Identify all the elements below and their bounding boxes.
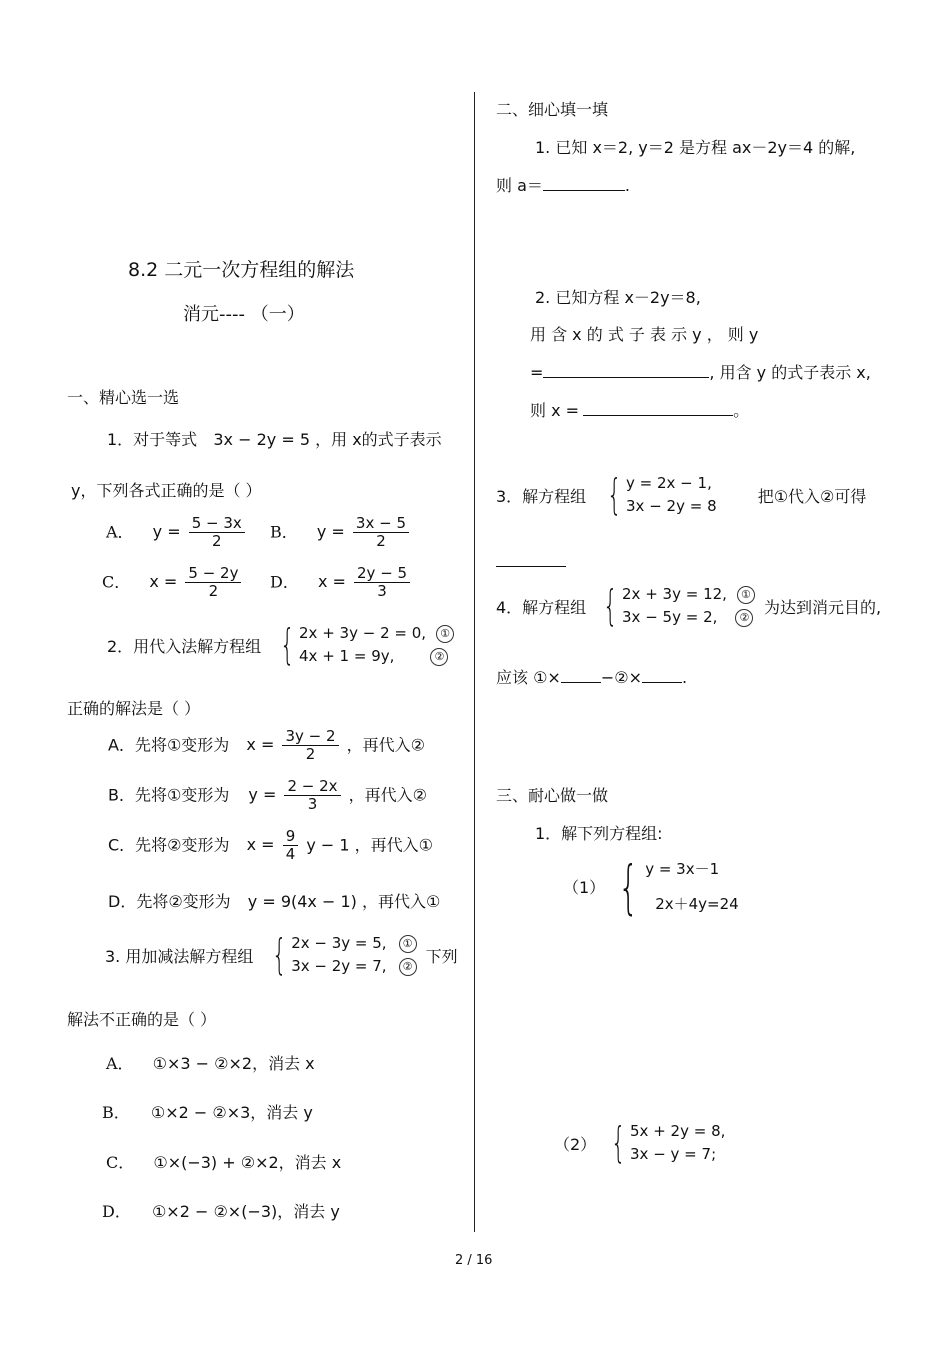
brace-icon: { — [618, 852, 639, 921]
fill-q3-stem: 3．解方程组 { y = 2x − 1, 3x − 2y = 8 把①代入②可得 — [496, 470, 867, 520]
fill-q2-line4: 则 x = 。 — [530, 401, 750, 420]
fill-q2-line3: = , 用含 y 的式子表示 x, — [530, 363, 871, 382]
solve-q1: 1．解下列方程组: — [535, 824, 663, 843]
solve-problem-2: （2） { 5x + 2y = 8, 3x − y = 7; — [554, 1118, 726, 1168]
q2-system: { 2x + 3y − 2 = 0, ① 4x + 1 = 9y, ② — [274, 622, 454, 669]
fraction: $\frac{3x - 5}{2}$ — [353, 515, 409, 551]
answer-blank-y[interactable] — [543, 363, 709, 378]
q3-option-c[interactable]: C． ①×(−3) + ②×2，消去 x — [106, 1153, 342, 1172]
brace-icon: { — [607, 470, 623, 520]
brace-icon: { — [280, 620, 296, 670]
brace-icon: { — [603, 581, 619, 631]
circled-one-icon: ① — [399, 935, 417, 953]
q1-option-a[interactable]: A． y = $\frac{5 - 3x}{2}$ — [106, 515, 248, 551]
q2-option-d[interactable]: D．先将②变形为 y = 9(4x − 1) ，再代入① — [108, 892, 441, 911]
circled-two-icon: ② — [399, 958, 417, 976]
fraction: $\frac{3y - 2}{2}$ — [282, 728, 338, 764]
fill-q4-stem: 4．解方程组 { 2x + 3y = 12, ① 3x − 5y = 2, ② 为达到消元目的, — [496, 581, 882, 631]
circled-two-icon: ② — [735, 609, 753, 627]
fill-q2-line2: 用 含 x 的 式 子 表 示 y ， 则 y — [530, 325, 759, 344]
q1-stem-line2: y，下列各式正确的是（ ） — [71, 481, 262, 500]
section2-heading: 二、细心填一填 — [496, 100, 609, 119]
q3-option-b[interactable]: B． ①×2 − ②×3，消去 y — [102, 1103, 313, 1122]
solve-problem-1: （1） { y = 3x－1 2x＋4y=24 — [563, 852, 739, 921]
q3-stem-line2: 解法不正确的是（ ） — [67, 1010, 217, 1029]
circled-one-icon: ① — [737, 586, 755, 604]
fill-q4-system: { 2x + 3y = 12, ① 3x − 5y = 2, ② — [597, 583, 755, 630]
q2-option-b[interactable]: B．先将①变形为 y = $\frac{2 - 2x}{3}$ ，再代入② — [108, 777, 428, 814]
fill-q1-line2: 则 a＝ . — [496, 176, 630, 195]
fraction: $\frac{2 - 2x}{3}$ — [284, 778, 340, 814]
solve-system-1: { y = 3x－1 2x＋4y=24 — [618, 852, 739, 921]
q1-option-b[interactable]: B． y = $\frac{3x - 5}{2}$ — [270, 515, 412, 551]
answer-blank-x[interactable] — [583, 401, 733, 416]
answer-blank-substitution[interactable] — [496, 552, 566, 567]
circled-one-icon: ① — [436, 625, 454, 643]
lesson-title: 8.2 二元一次方程组的解法 — [128, 259, 355, 281]
q1-stem: 1．对于等式 3x − 2y = 5 ，用 x的式子表示 — [107, 430, 442, 449]
brace-icon: { — [272, 930, 288, 980]
fraction: $\frac{5 - 2y}{2}$ — [185, 565, 241, 601]
q2-option-a[interactable]: A．先将①变形为 x = $\frac{3y - 2}{2}$ ，再代入② — [108, 727, 425, 764]
q3-option-d[interactable]: D． ①×2 − ②×(−3)，消去 y — [102, 1202, 340, 1221]
q2-stem-line2: 正确的解法是（ ） — [67, 699, 201, 718]
fraction: $\frac{9}{4}$ — [283, 828, 299, 864]
q1-equation: 3x − 2y = 5 — [213, 430, 311, 449]
solve-system-2: { 5x + 2y = 8, 3x − y = 7; — [611, 1118, 726, 1168]
q2-stem: 2．用代入法解方程组 { 2x + 3y − 2 = 0, ① 4x + 1 = 9y, ② — [107, 622, 454, 669]
q3-option-a[interactable]: A． ①×3 − ②×2，消去 x — [106, 1054, 315, 1073]
q1-option-d[interactable]: D． x = $\frac{2y - 5}{3}$ — [270, 565, 413, 601]
fill-q3-system: { y = 2x − 1, 3x − 2y = 8 — [607, 470, 717, 520]
answer-blank-a[interactable] — [543, 176, 625, 191]
q3-stem: 3. 用加减法解方程组 { 2x − 3y = 5, ① 3x − 2y = 7, ② 下列 — [105, 930, 458, 980]
brace-icon: { — [611, 1118, 627, 1168]
fraction: $\frac{5 - 3x}{2}$ — [189, 515, 245, 551]
fraction: $\frac{2y - 5}{3}$ — [354, 565, 410, 601]
q3-system: { 2x − 3y = 5, ① 3x − 2y = 7, ② — [266, 932, 416, 979]
answer-blank-multiplier-2[interactable] — [642, 668, 682, 683]
lesson-subtitle: 消元---- （一） — [183, 304, 305, 325]
section3-heading: 三、耐心做一做 — [496, 786, 609, 805]
answer-blank-multiplier-1[interactable] — [561, 668, 601, 683]
q1-option-c[interactable]: C． x = $\frac{5 - 2y}{2}$ — [102, 565, 244, 601]
q2-option-c[interactable]: C．先将②变形为 x = $\frac{9}{4}$ y − 1 ，再代入① — [108, 827, 434, 864]
page-number: 2 / 16 — [455, 1253, 493, 1268]
section1-heading: 一、精心选一选 — [67, 388, 180, 407]
circled-two-icon: ② — [430, 648, 448, 666]
fill-q3-answer — [496, 552, 566, 571]
fill-q4-line2: 应该 ①× −②× . — [496, 668, 688, 687]
fill-q2-line1: 2. 已知方程 x－2y＝8, — [535, 288, 701, 307]
fill-q1-line1: 1. 已知 x＝2, y＝2 是方程 ax－2y＝4 的解, — [535, 138, 856, 157]
column-divider — [474, 92, 475, 1232]
